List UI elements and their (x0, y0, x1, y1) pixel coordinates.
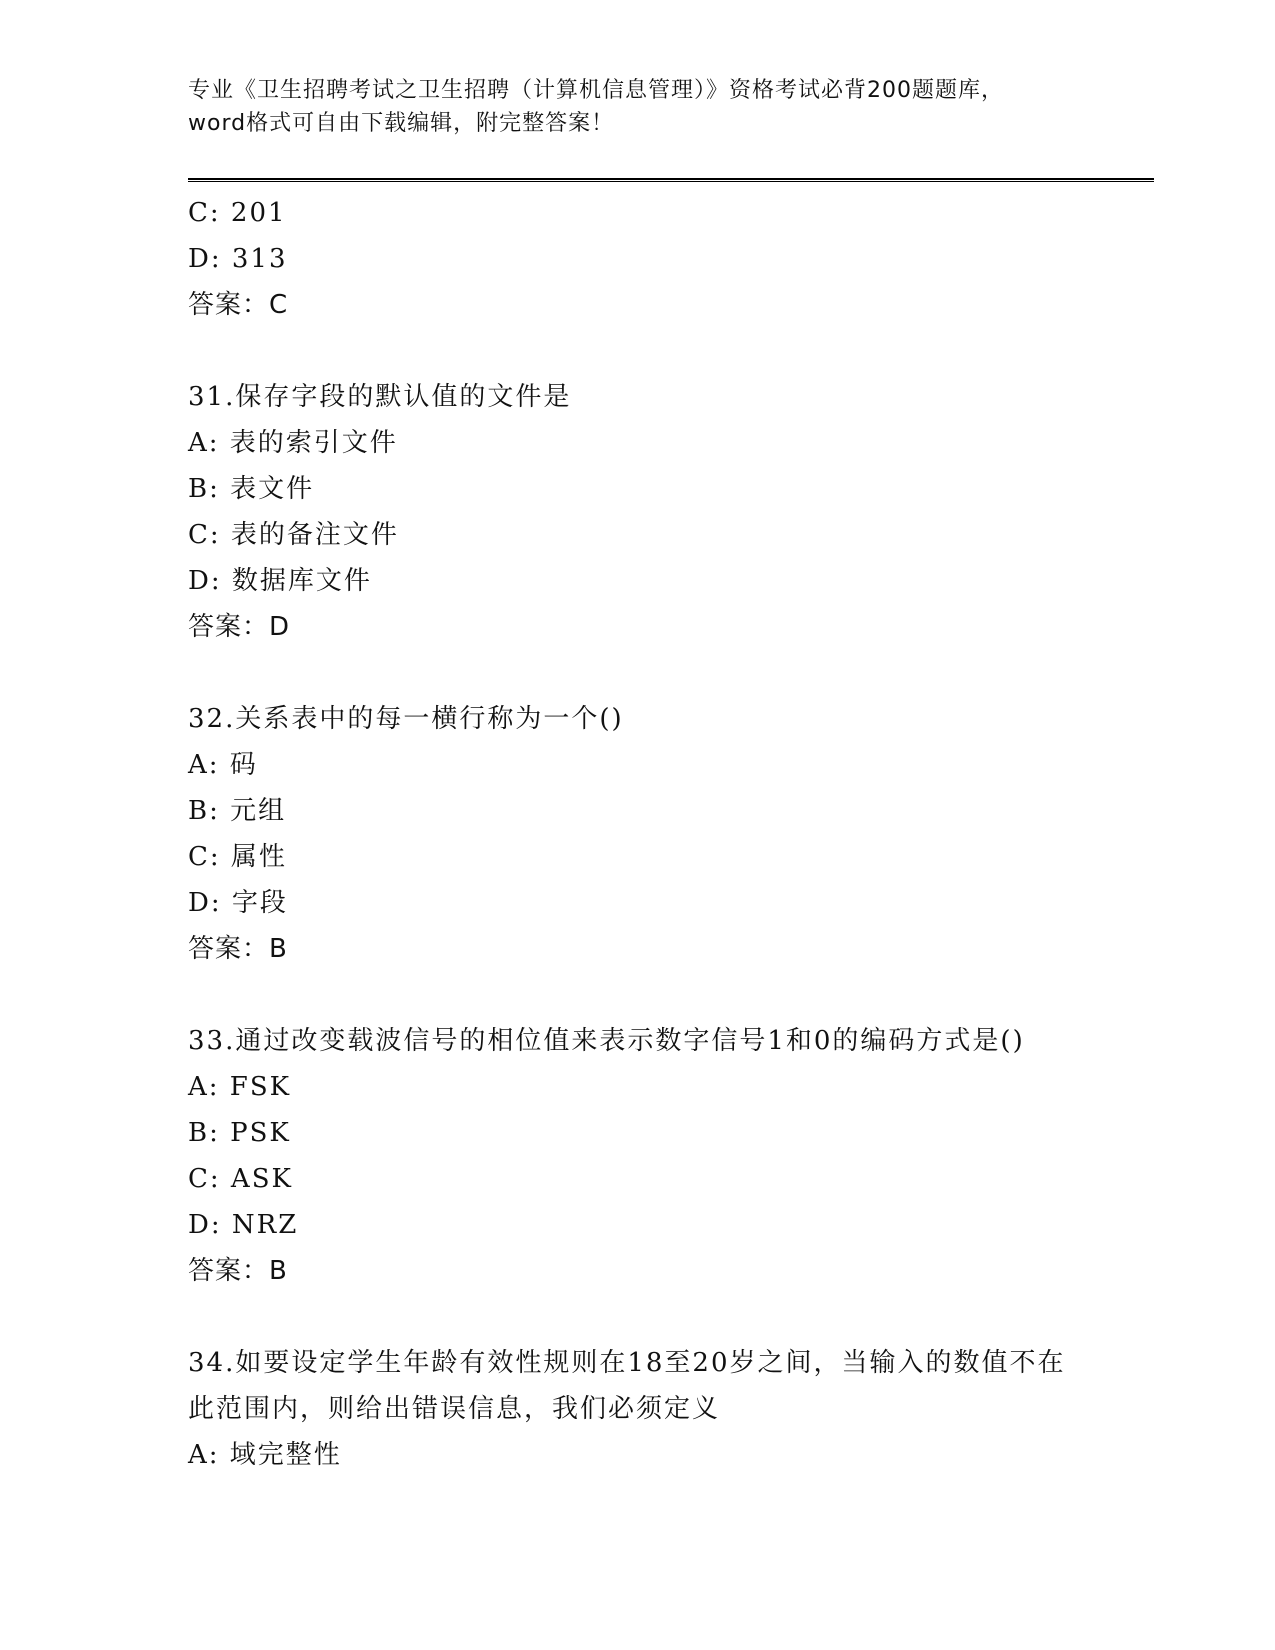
option-c: C: 属性 (188, 842, 287, 872)
question-text: 32.关系表中的每一横行称为一个() (188, 704, 624, 734)
option-b: B: 表文件 (188, 474, 315, 504)
answer: 答案：D (188, 612, 291, 642)
question-33 (188, 1018, 1088, 1294)
spacer (188, 650, 1088, 696)
option-d: D: NRZ (188, 1210, 299, 1240)
previous-question-tail (188, 190, 1088, 328)
answer: 答案：B (188, 1256, 288, 1286)
question-text: 31.保存字段的默认值的文件是 (188, 382, 572, 412)
answer: 答案：C (188, 290, 289, 320)
option-d: D: 字段 (188, 888, 288, 918)
option-c: C: 表的备注文件 (188, 520, 399, 550)
option-d: D: 数据库文件 (188, 566, 372, 596)
option-c: C: ASK (188, 1164, 293, 1194)
question-34 (188, 1340, 1088, 1478)
option-b: B: PSK (188, 1118, 291, 1148)
option-a: A: 域完整性 (188, 1440, 342, 1470)
header-divider (188, 178, 1154, 182)
question-list (188, 190, 1088, 1478)
option-d: D: 313 (188, 244, 288, 274)
option-c: C: 201 (188, 198, 287, 228)
question-text: 33.通过改变载波信号的相位值来表示数字信号1和0的编码方式是() (188, 1026, 1025, 1056)
question-32 (188, 696, 1088, 972)
option-a: A: 表的索引文件 (188, 428, 398, 458)
question-31 (188, 374, 1088, 650)
spacer (188, 972, 1088, 1018)
option-a: A: FSK (188, 1072, 292, 1102)
header-line-2: word格式可自由下载编辑，附完整答案！ (188, 111, 615, 136)
answer: 答案：B (188, 934, 288, 964)
option-a: A: 码 (188, 750, 258, 780)
option-b: B: 元组 (188, 796, 287, 826)
document-header (188, 74, 1088, 140)
spacer (188, 1294, 1088, 1340)
question-text: 34.如要设定学生年龄有效性规则在18至20岁之间，当输入的数值不在此范围内，则给出错误信息，我们必须定义 (188, 1348, 1066, 1424)
header-line-1: 专业《卫生招聘考试之卫生招聘（计算机信息管理）》资格考试必背200题题库， (188, 78, 1004, 103)
spacer (188, 328, 1088, 374)
